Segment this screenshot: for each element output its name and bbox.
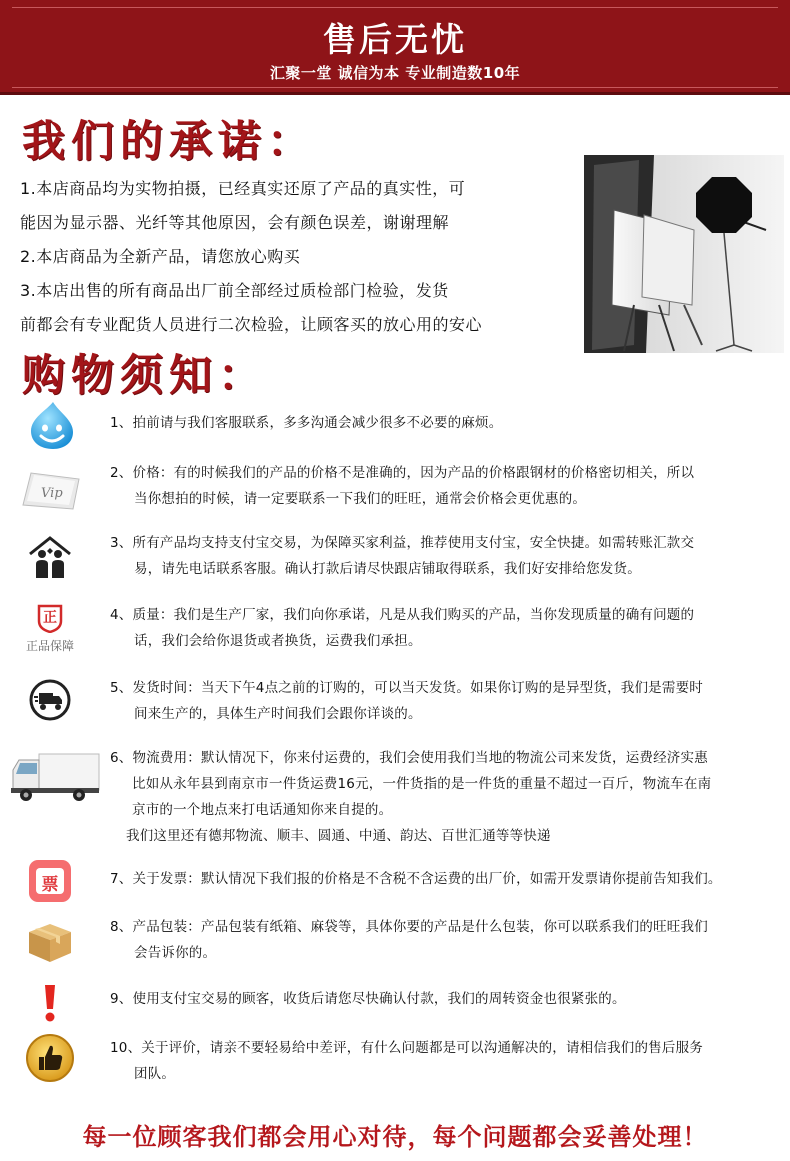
notice-line: 京市的一个地点来打电话通知你来自提的。	[132, 802, 393, 818]
notice-line: 2、价格：有的时候我们的产品的价格不是准确的，因为产品的价格跟钢材的价格密切相关，所以	[110, 465, 695, 481]
notice-line: 8、产品包装：产品包装有纸箱、麻袋等，具体你要的产品是什么包装，你可以联系我们的旺旺我们	[110, 919, 708, 935]
photo-studio-image	[584, 155, 784, 353]
notice-line: 比如从永年县到南京市一件货运费16元，一件货指的是一件货的重量不超过一百斤，物流车在南	[132, 776, 712, 792]
notice-line: 5、发货时间：当天下午4点之前的订购的，可以当天发货。如果你订购的是异型货，我们是需要时	[110, 680, 703, 696]
banner-title: 售后无忧	[323, 20, 467, 59]
delivery-truck-circle-icon	[14, 675, 86, 725]
notice-line: 3、所有产品均支持支付宝交易，为保障买家利益，推荐使用支付宝，安全快捷。如需转账汇款交	[110, 535, 695, 551]
notice-line: 7、关于发票：默认情况下我们报的价格是不含税不含运费的出厂价，如需开发票请你提前告知我们。	[110, 871, 722, 887]
smiley-drop-icon	[14, 400, 86, 450]
header-banner	[0, 0, 790, 95]
notice-line: 易，请先电话联系客服。确认打款后请尽快跟店铺取得联系，我们好安排给您发货。	[134, 561, 641, 577]
notice-line: 10、关于评价，请亲不要轻易给中差评，有什么问题都是可以沟通解决的，请相信我们的售后服务	[110, 1040, 703, 1056]
notice-line: 4、质量：我们是生产厂家，我们向你承诺，凡是从我们购买的产品，当你发现质量的确有问题的	[110, 607, 695, 623]
shield-icon	[36, 603, 64, 633]
invoice-ticket-icon	[14, 856, 86, 906]
notice-line: 9、使用支付宝交易的顾客，收货后请您尽快确认付款，我们的周转资金也很紧张的。	[110, 991, 626, 1007]
genuine-shield-icon	[14, 600, 86, 656]
invoice-glyph: 票	[41, 875, 59, 895]
notice-title: 购物须知：	[22, 351, 267, 401]
promise-line: 2.本店商品为全新产品，请您放心购买	[20, 247, 301, 266]
promise-line: 能因为显示器、光纤等其他原因，会有颜色误差，谢谢理解	[20, 213, 450, 232]
notice-line: 我们这里还有德邦物流、顺丰、圆通、中通、韵达、百世汇通等等快递	[126, 828, 551, 844]
notice-line: 会告诉你的。	[134, 945, 217, 961]
banner-border-top	[12, 7, 778, 8]
banner-border-bottom	[12, 87, 778, 88]
notice-line: 话，我们会给你退货或者换货，运费我们承担。	[134, 633, 422, 649]
shield-glyph: 正	[43, 609, 57, 626]
notice-line: 团队。	[134, 1066, 176, 1082]
promise-line: 3.本店出售的所有商品出厂前全部经过质检部门检验，发货	[20, 281, 449, 300]
lorry-icon	[8, 747, 102, 807]
svg-text:Vip: Vip	[41, 486, 63, 501]
notice-line: 6、物流费用：默认情况下，你来付运费的，我们会使用我们当地的物流公司来发货，运费经济实惠	[110, 750, 708, 766]
promise-line: 前都会有专业配货人员进行二次检验，让顾客买的放心用的安心	[20, 315, 483, 334]
secure-people-icon	[14, 532, 86, 582]
notice-line: 间来生产的，具体生产时间我们会跟你详谈的。	[134, 706, 422, 722]
notice-line: 1、拍前请与我们客服联系，多多沟通会减少很多不必要的麻烦。	[110, 415, 503, 431]
genuine-label: 正品保障	[25, 638, 74, 653]
exclamation-icon	[14, 978, 86, 1028]
thumbs-up-icon	[14, 1033, 86, 1083]
notice-line: 当你想拍的时候，请一定要联系一下我们的旺旺，通常会价格会更优惠的。	[134, 491, 587, 507]
banner-subtitle: 汇聚一堂 诚信为本 专业制造数10年	[269, 64, 521, 82]
vip-card-icon	[14, 463, 86, 513]
footer-slogan: 每一位顾客我们都会用心对待，每个问题都会妥善处理！	[82, 1123, 708, 1151]
promise-line: 1.本店商品均为实物拍摄，已经真实还原了产品的真实性，可	[20, 179, 466, 198]
cardboard-box-icon	[14, 916, 86, 966]
photo-studio-illustration	[584, 155, 784, 353]
promise-title: 我们的承诺：	[22, 117, 316, 167]
